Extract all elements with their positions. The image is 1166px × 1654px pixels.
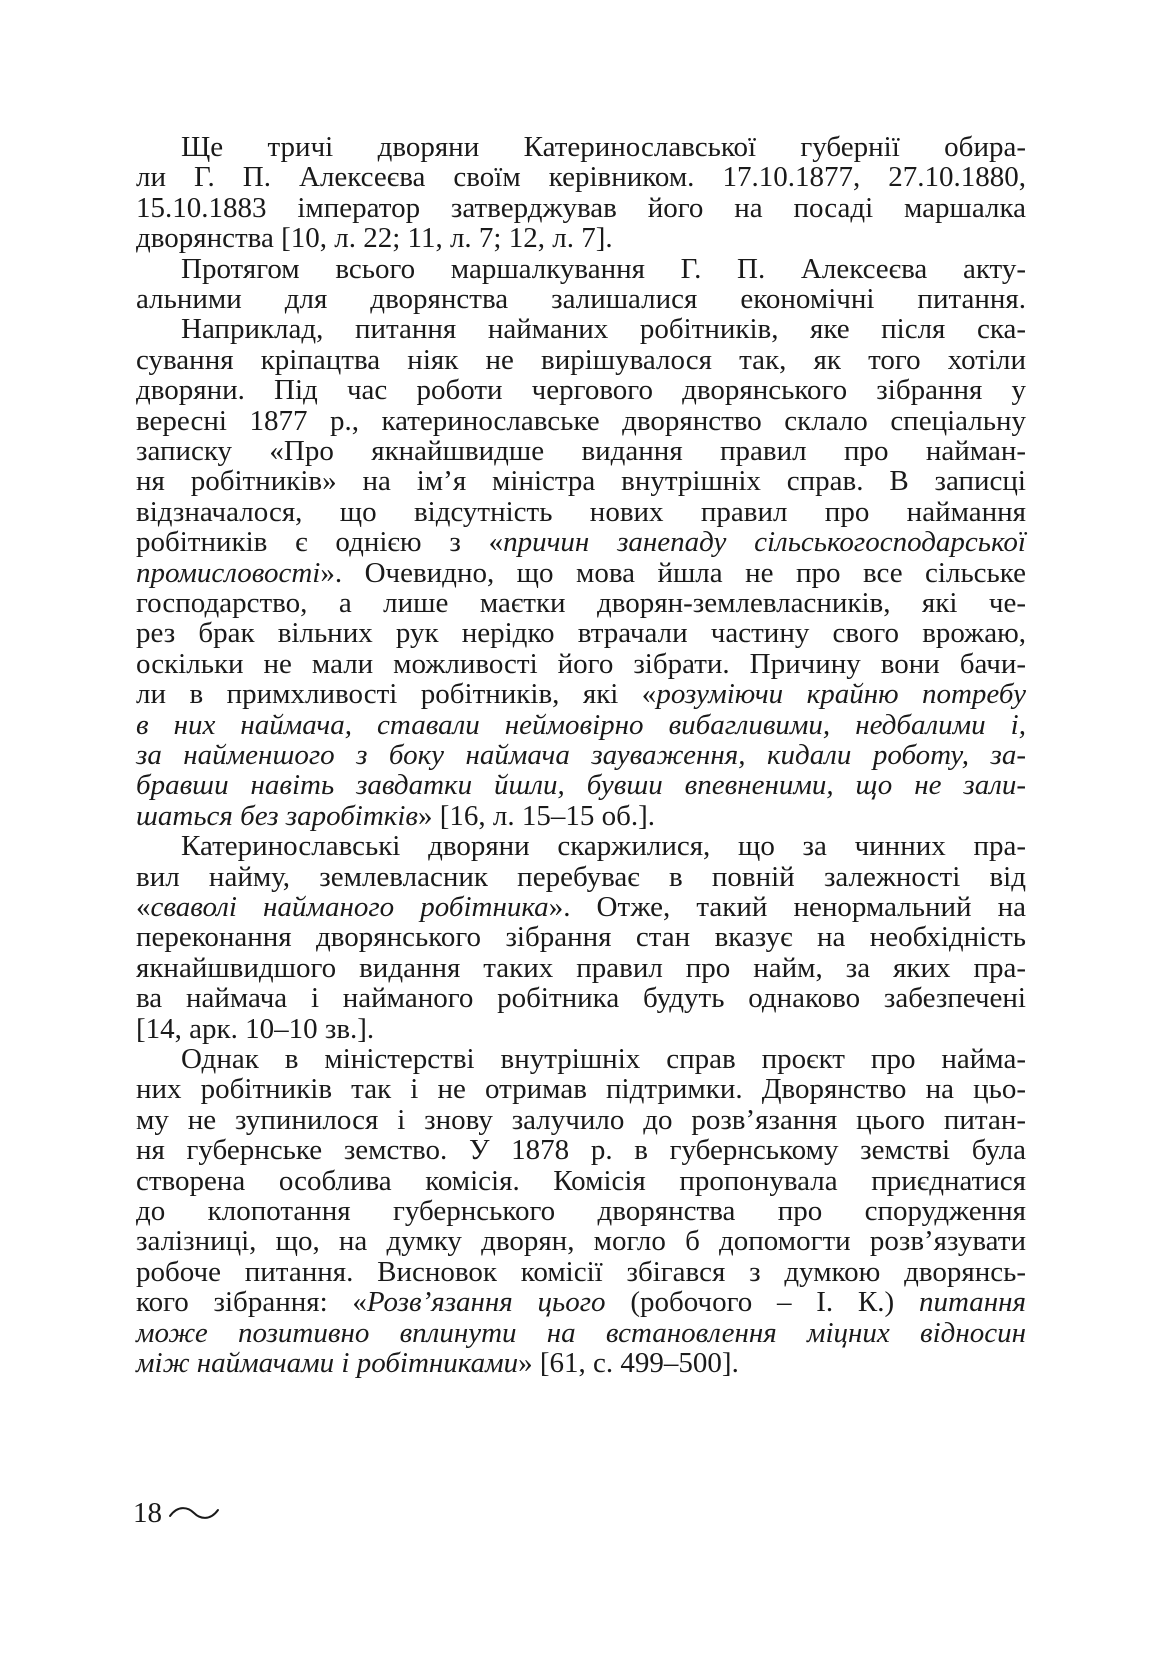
italic-text: розуміючи крайню потребу bbox=[656, 678, 1026, 711]
text-line bbox=[136, 1255, 1026, 1289]
text-line bbox=[181, 130, 1026, 164]
italic-text: шаться без заробітків bbox=[136, 799, 418, 832]
text-line bbox=[136, 1072, 1026, 1106]
text-line bbox=[136, 860, 1026, 894]
text-run: якнайшвидшого видання таких правил про найм, за яких пра- bbox=[136, 951, 1026, 984]
text-run: » [16, л. 15–15 об.]. bbox=[418, 799, 656, 832]
text-line bbox=[136, 525, 1026, 559]
text-line bbox=[136, 981, 1026, 1015]
text-line bbox=[181, 252, 1026, 286]
text-line bbox=[136, 434, 1026, 468]
text-line bbox=[136, 282, 1026, 316]
text-run: сування кріпацтва ніяк не вирішувалося так, як того хотіли bbox=[136, 343, 1026, 376]
text-line bbox=[136, 647, 1026, 681]
italic-text: між наймачами і робітниками bbox=[136, 1347, 519, 1379]
italic-text: може позитивно вплинути на встановлення міцних відносин bbox=[136, 1316, 1026, 1349]
text-line bbox=[181, 312, 1026, 346]
text-line bbox=[136, 799, 1026, 833]
text-run: ня робітників» на ім’я міністра внутрішніх справ. В записці bbox=[136, 465, 1026, 498]
text-line bbox=[136, 373, 1026, 407]
text-run: робоче питання. Висновок комісії збігався з думкою дворянсь- bbox=[136, 1255, 1026, 1288]
text-run: рез брак вільних рук нерідко втрачали частину свого врожаю, bbox=[136, 617, 1026, 650]
text-run: відзначалося, що відсутність нових правил про наймання bbox=[136, 495, 1026, 528]
text-run: дворянства [10, л. 22; 11, л. 7; 12, л. 7]. bbox=[136, 222, 613, 255]
text-run: переконання дворянського зібрання стан вказує на необхідність bbox=[136, 921, 1026, 954]
page-footer bbox=[133, 1493, 220, 1533]
text-run: [14, арк. 10–10 зв.]. bbox=[136, 1012, 375, 1045]
text-line bbox=[136, 768, 1026, 802]
text-line bbox=[136, 738, 1026, 772]
text-run: оскільки не мали можливості його зібрати. Причину вони бачи- bbox=[136, 647, 1026, 680]
text-line bbox=[136, 1224, 1026, 1258]
text-run: ли в примхливості робітників, які « bbox=[136, 678, 657, 711]
text-run: 15.10.1883 імператор затверджував його на посаді маршалка bbox=[136, 191, 1026, 224]
text-run: створена особлива комісія. Комісія пропонувала приєднатися bbox=[136, 1164, 1026, 1197]
italic-text: причин занепаду сільськогосподарської bbox=[503, 526, 1026, 559]
text-line bbox=[136, 1316, 1026, 1350]
text-line bbox=[136, 1346, 1026, 1380]
page-number: 18 bbox=[133, 1497, 162, 1529]
text-run: Однак в міністерстві внутрішніх справ проєкт про найма- bbox=[181, 1043, 1026, 1075]
text-line bbox=[136, 708, 1026, 742]
italic-text: питання bbox=[918, 1286, 1026, 1319]
text-line bbox=[136, 221, 1026, 255]
text-line bbox=[136, 586, 1026, 620]
text-run: залізниці, що, на думку дворян, могло б допомогти розв’язувати bbox=[136, 1225, 1026, 1258]
text-run: вил найму, землевласник перебуває в повній залежності від bbox=[136, 860, 1026, 893]
italic-text: в них наймача, ставали неймовірно вибагливими, недбалими і, bbox=[136, 708, 1026, 741]
text-line bbox=[136, 951, 1026, 985]
text-run: Ще тричі дворяни Катеринославської губернії обира- bbox=[181, 131, 1026, 163]
text-run: господарство, а лише маєтки дворян-землевласників, які че- bbox=[136, 587, 1026, 619]
italic-text: промисловості bbox=[136, 556, 321, 589]
text-line bbox=[136, 191, 1026, 225]
text-run: Наприклад, питання найманих робітників, яке після ска- bbox=[181, 313, 1026, 346]
text-run: записку «Про якнайшвидше видання правил про найман- bbox=[136, 435, 1026, 467]
italic-text: бравши навіть завдатки йшли, бувши впевненими, що не зали- bbox=[136, 769, 1026, 802]
text-run: альними для дворянства залишалися економічні питання. bbox=[136, 283, 1026, 315]
text-run: дворяни. Під час роботи чергового дворянського зібрання у bbox=[136, 374, 1026, 407]
text-line bbox=[136, 1285, 1026, 1319]
text-run: (робочого – І. К.) bbox=[605, 1286, 919, 1319]
text-run: робітників є однією з « bbox=[136, 526, 504, 559]
text-line bbox=[136, 890, 1026, 924]
swash-ornament-icon bbox=[168, 1503, 220, 1523]
text-line bbox=[136, 464, 1026, 498]
text-line bbox=[136, 343, 1026, 377]
text-run: ». Очевидно, що мова йшла не про все сільське bbox=[320, 556, 1026, 589]
text-run: вересні 1877 р., катеринославське дворянство склало спеціальну bbox=[136, 404, 1026, 437]
text-run: ли Г. П. Алексеєва своїм керівником. 17.10.1877, 27.10.1880, bbox=[136, 161, 1026, 194]
italic-text: за найменшого з боку наймача зауваження, кидали роботу, за- bbox=[136, 739, 1026, 771]
text-run: до клопотання губернського дворянства про спорудження bbox=[136, 1195, 1026, 1227]
text-line bbox=[136, 920, 1026, 954]
italic-text: сваволі найманого робітника bbox=[150, 891, 549, 923]
text-line bbox=[136, 1103, 1026, 1137]
text-line bbox=[136, 495, 1026, 529]
text-line bbox=[136, 160, 1026, 194]
text-line bbox=[136, 1164, 1026, 1198]
text-line bbox=[136, 1194, 1026, 1228]
text-run: му не зупинилося і знову залучило до розв’язання цього питан- bbox=[136, 1103, 1026, 1136]
text-run: Катеринославські дворяни скаржилися, що за чинних пра- bbox=[181, 830, 1026, 863]
text-line bbox=[136, 677, 1026, 711]
text-run: кого зібрання: « bbox=[136, 1286, 367, 1319]
text-line bbox=[136, 616, 1026, 650]
text-line bbox=[181, 829, 1026, 863]
text-run: « bbox=[136, 891, 151, 923]
text-run: » [61, с. 499–500]. bbox=[518, 1347, 739, 1379]
text-run: Протягом всього маршалкування Г. П. Алексеєва акту- bbox=[181, 252, 1026, 285]
text-run: ня губернське земство. У 1878 р. в губернському земстві була bbox=[136, 1134, 1026, 1167]
text-run: ва наймача і найманого робітника будуть однаково забезпечені bbox=[136, 982, 1026, 1015]
italic-text: Розв’язання цього bbox=[366, 1286, 606, 1319]
text-line bbox=[136, 556, 1026, 590]
text-run: них робітників так і не отримав підтримки. Дворянство на цьо- bbox=[136, 1073, 1026, 1106]
text-run: ». Отже, такий ненормальний на bbox=[548, 891, 1027, 923]
text-line bbox=[181, 1042, 1026, 1076]
text-line bbox=[136, 1133, 1026, 1167]
text-line bbox=[136, 404, 1026, 438]
text-line bbox=[136, 1012, 1026, 1046]
